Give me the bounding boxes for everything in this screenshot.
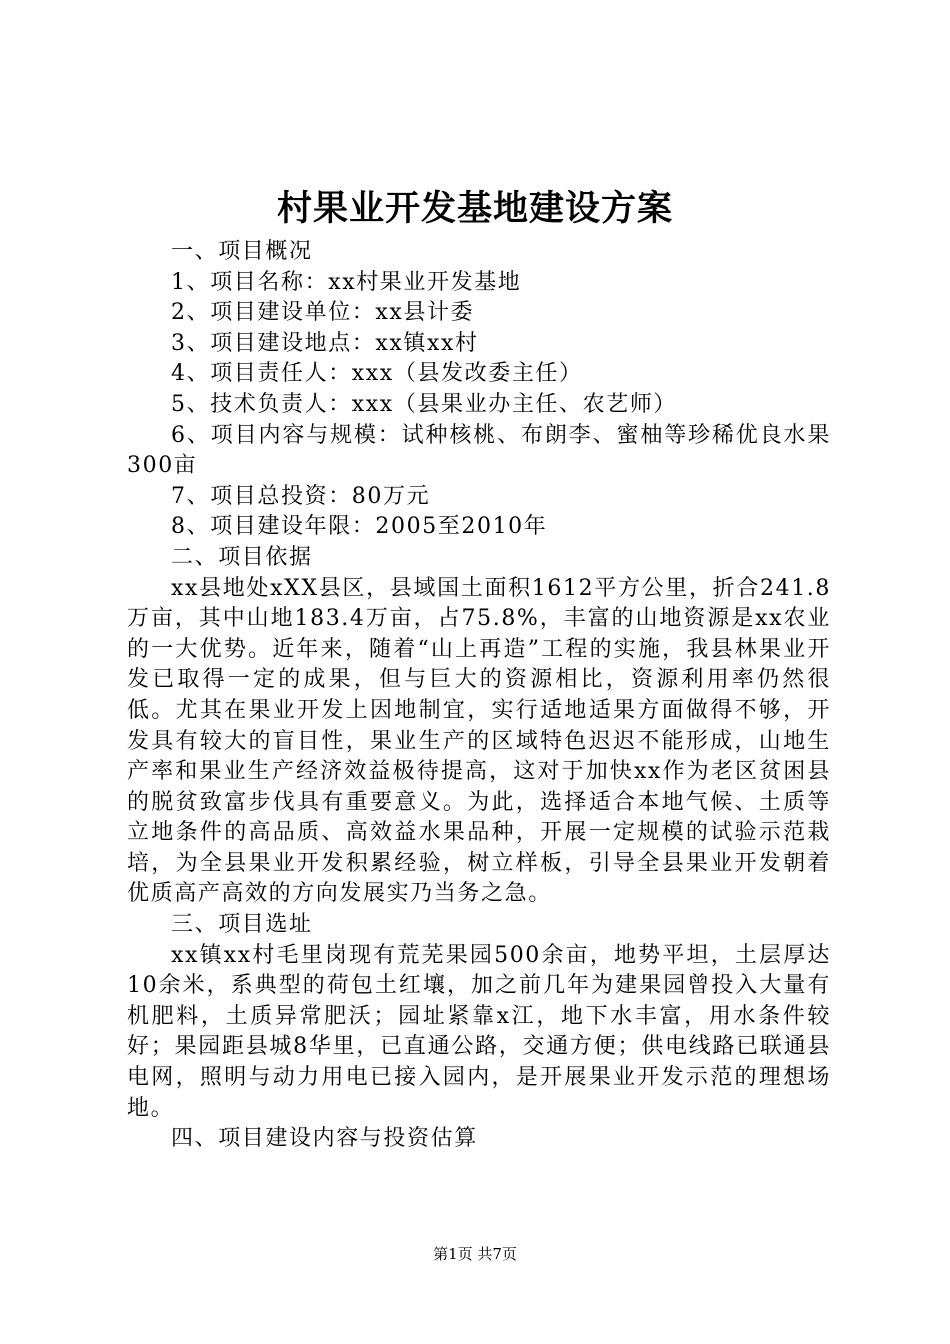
document-title: 村果业开发基地建设方案: [276, 188, 673, 229]
paragraph-basis: xx县地处xXX县区，县域国土面积1612平方公里，折合241.8万亩，其中山地183.4万亩，占75.8%，丰富的山地资源是xx农业的一大优势。近年来，随着“山上再造”工程的实施，我县林果业开发已取得一定的成果，但与巨大的资源相比，资源利用率仍然很低。尤其在果业开发上因地制宜，实行适地适果方面做得不够，开发具有较大的盲目性，果业生产的区域特色迟迟不能形成，山地生产率和果业生产经济效益极待提高，这对于加快xx作为老区贫困县的脱贫致富步伐具有重要意义。为此，选择适合本地气候、土质等立地条件的高品质、高效益水果品种，开展一定规模的试验示范栽培，为全县果业开发积累经验，树立样板，引导全县果业开发朝着优质高产高效的方向发展实乃当务之急。: [127, 575, 831, 907]
item-project-name: 1、项目名称：xx村果业开发基地: [171, 269, 522, 295]
heading-overview: 一、项目概况: [171, 239, 313, 264]
paragraph-site: xx镇xx村毛里岗现有荒芜果园500余亩，地势平坦，土层厚达10余米，系典型的荷包土红壤，加之前几年为建果园曾投入大量有机肥料，土质异常肥沃；园址紧靠x江，地下水丰富，用水条件较好；果园距县城8华里，已直通公路，交通方便；供电线路已联通县电网，照明与动力用电已接入园内，是开展果业开发示范的理想场地。: [127, 942, 831, 1121]
item-total-investment: 7、项目总投资：80万元: [171, 483, 431, 509]
item-construction-period: 8、项目建设年限：2005至2010年: [171, 514, 548, 540]
item-technical-lead: 5、技术负责人：xxx（县果业办主任、农艺师）: [171, 391, 678, 417]
item-construction-unit: 2、项目建设单位：xx县计委: [171, 300, 475, 326]
page-footer: 第1页 共7页: [433, 1245, 517, 1263]
heading-basis: 二、项目依据: [171, 544, 313, 570]
document-body: [127, 237, 831, 1155]
item-content-scale: 6、项目内容与规模：试种核桃、布朗李、蜜柚等珍稀优良水果300亩: [127, 422, 831, 479]
item-responsible-person: 4、项目责任人：xxx（县发改委主任）: [171, 361, 583, 387]
heading-content-investment: 四、项目建设内容与投资估算: [171, 1126, 478, 1152]
heading-site: 三、项目选址: [171, 912, 313, 938]
item-location: 3、项目建设地点：xx镇xx村: [171, 330, 479, 356]
